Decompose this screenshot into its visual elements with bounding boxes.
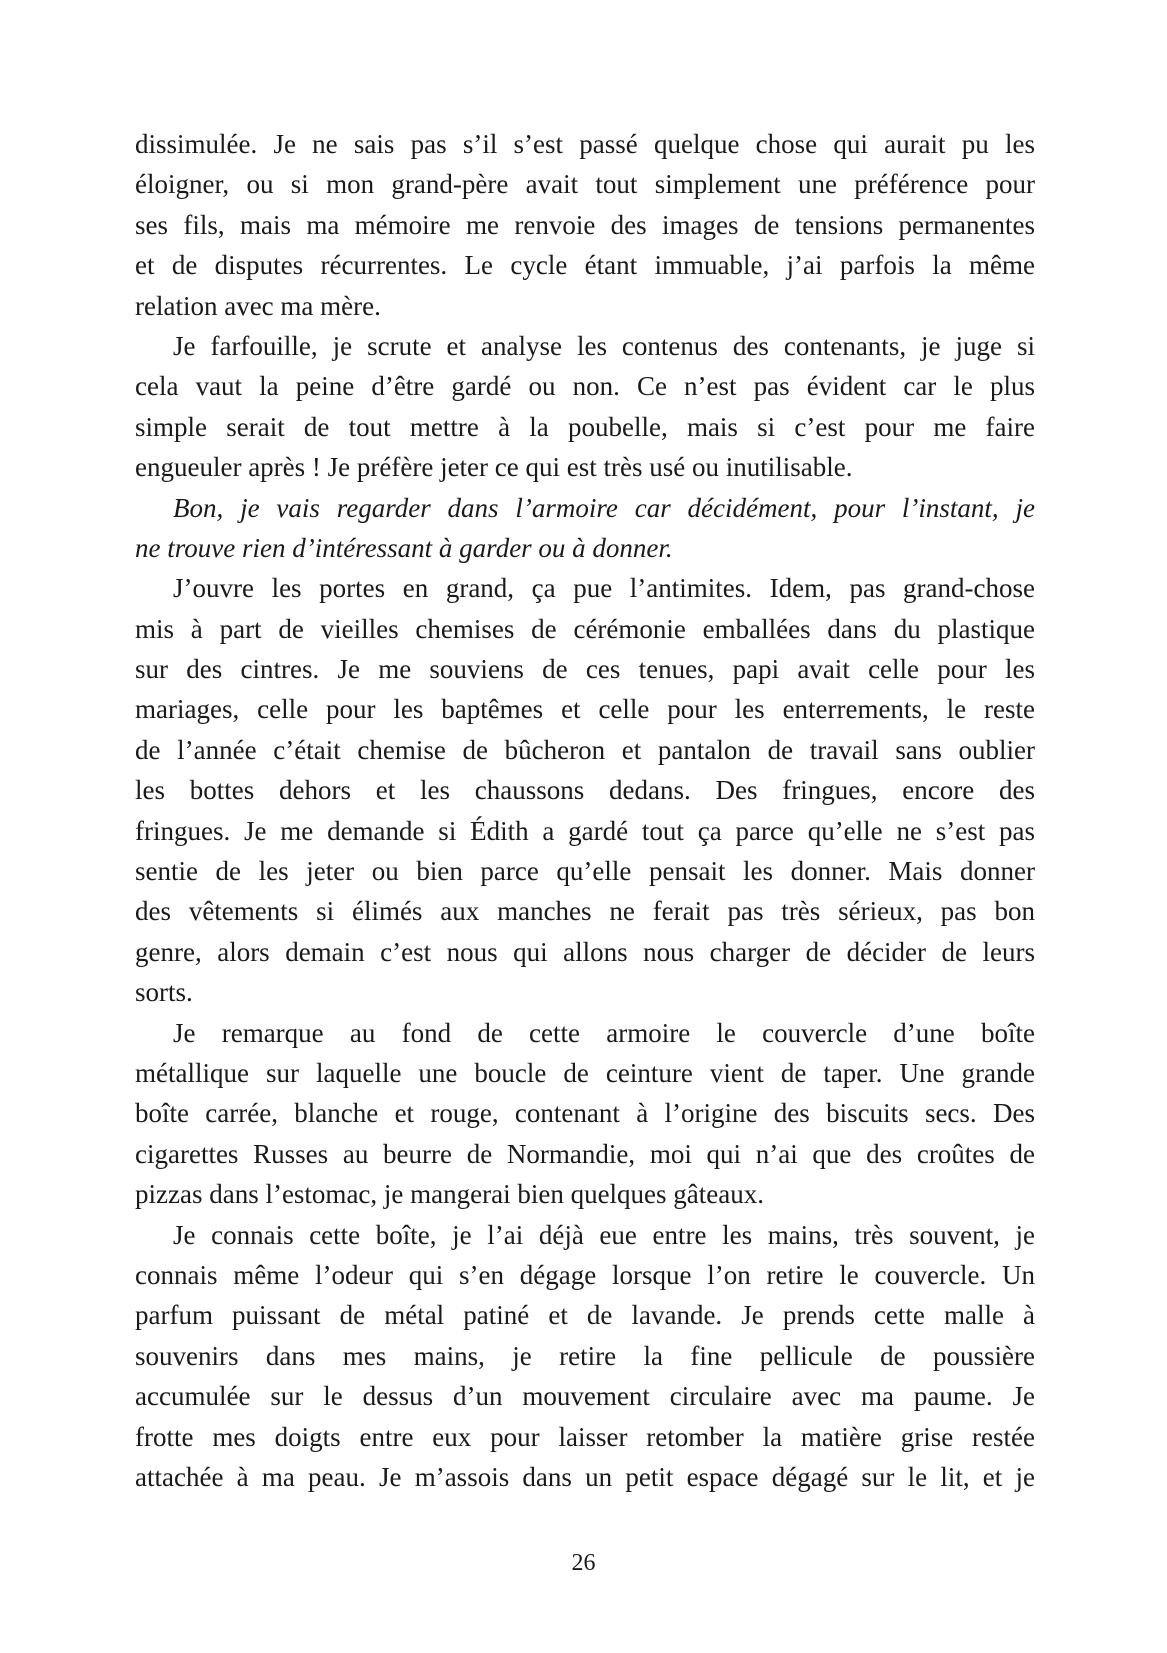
paragraph	[135, 488, 1035, 569]
text-line: souvenirs dans mes mains, je retire la fine pellicule de poussière	[135, 1340, 1035, 1371]
text-line: relation avec ma mère.	[135, 290, 381, 321]
paragraph	[135, 124, 1035, 326]
text-line: J’ouvre les portes en grand, ça pue l’antimites. Idem, pas grand-chose	[173, 573, 1035, 604]
text-line: pizzas dans l’estomac, je mangerai bien quelques gâteaux.	[135, 1179, 765, 1210]
text-line: ses fils, mais ma mémoire me renvoie des images de tensions permanentes	[135, 209, 1035, 240]
text-line: éloigner, ou si mon grand-père avait tout simplement une préférence pour	[135, 169, 1035, 200]
text-line: des vêtements si élimés aux manches ne ferait pas très sérieux, pas bon	[135, 896, 1035, 927]
text-line: mariages, celle pour les baptêmes et celle pour les enterrements, le reste	[135, 694, 1035, 725]
text-line: boîte carrée, blanche et rouge, contenant à l’origine des biscuits secs. Des	[135, 1098, 1035, 1129]
text-line: cigarettes Russes au beurre de Normandie, moi qui n’ai que des croûtes de	[135, 1138, 1035, 1169]
text-line: parfum puissant de métal patiné et de lavande. Je prends cette malle à	[135, 1300, 1035, 1331]
paragraph	[135, 1215, 1035, 1498]
text-line: sentie de les jeter ou bien parce qu’elle pensait les donner. Mais donner	[135, 856, 1035, 887]
text-line: Je connais cette boîte, je l’ai déjà eue entre les mains, très souvent, je	[173, 1219, 1035, 1250]
text-line: fringues. Je me demande si Édith a gardé tout ça parce qu’elle ne s’est pas	[135, 815, 1035, 846]
paragraph	[135, 1013, 1035, 1215]
text-line: et de disputes récurrentes. Le cycle étant immuable, j’ai parfois la même	[135, 250, 1035, 281]
text-line: métallique sur laquelle une boucle de ceinture vient de taper. Une grande	[135, 1057, 1035, 1088]
text-line: sur des cintres. Je me souviens de ces tenues, papi avait celle pour les	[135, 654, 1035, 685]
text-line: attachée à ma peau. Je m’assois dans un petit espace dégagé sur le lit, et je	[135, 1461, 1035, 1492]
page-body	[135, 124, 1035, 1497]
text-line: les bottes dehors et les chaussons dedans. Des fringues, encore des	[135, 775, 1035, 806]
text-line: genre, alors demain c’est nous qui allons nous charger de décider de leurs	[135, 936, 1035, 967]
text-line: cela vaut la peine d’être gardé ou non. Ce n’est pas évident car le plus	[135, 371, 1035, 402]
text-line: de l’année c’était chemise de bûcheron et pantalon de travail sans oublier	[135, 734, 1035, 765]
text-line: frotte mes doigts entre eux pour laisser retomber la matière grise restée	[135, 1421, 1035, 1452]
text-line: Bon, je vais regarder dans l’armoire car décidément, pour l’instant, je	[173, 492, 1035, 523]
text-line: ne trouve rien d’intéressant à garder ou à donner.	[135, 532, 673, 563]
text-line: connais même l’odeur qui s’en dégage lorsque l’on retire le couvercle. Un	[135, 1259, 1035, 1290]
paragraph	[135, 568, 1035, 1012]
text-line: dissimulée. Je ne sais pas s’il s’est passé quelque chose qui aurait pu les	[135, 129, 1035, 159]
text-line: Je remarque au fond de cette armoire le couvercle d’une boîte	[173, 1017, 1035, 1048]
paragraph	[135, 326, 1035, 488]
text-line: sorts.	[135, 977, 193, 1008]
text-line: simple serait de tout mettre à la poubelle, mais si c’est pour me faire	[135, 411, 1035, 442]
text-line: accumulée sur le dessus d’un mouvement circulaire avec ma paume. Je	[135, 1381, 1035, 1412]
text-line: mis à part de vieilles chemises de cérémonie emballées dans du plastique	[135, 613, 1035, 644]
page-number: 26	[571, 1550, 596, 1576]
text-line: Je farfouille, je scrute et analyse les contenus des contenants, je juge si	[173, 330, 1035, 361]
text-line: engueuler après ! Je préfère jeter ce qui est très usé ou inutilisable.	[135, 452, 853, 483]
